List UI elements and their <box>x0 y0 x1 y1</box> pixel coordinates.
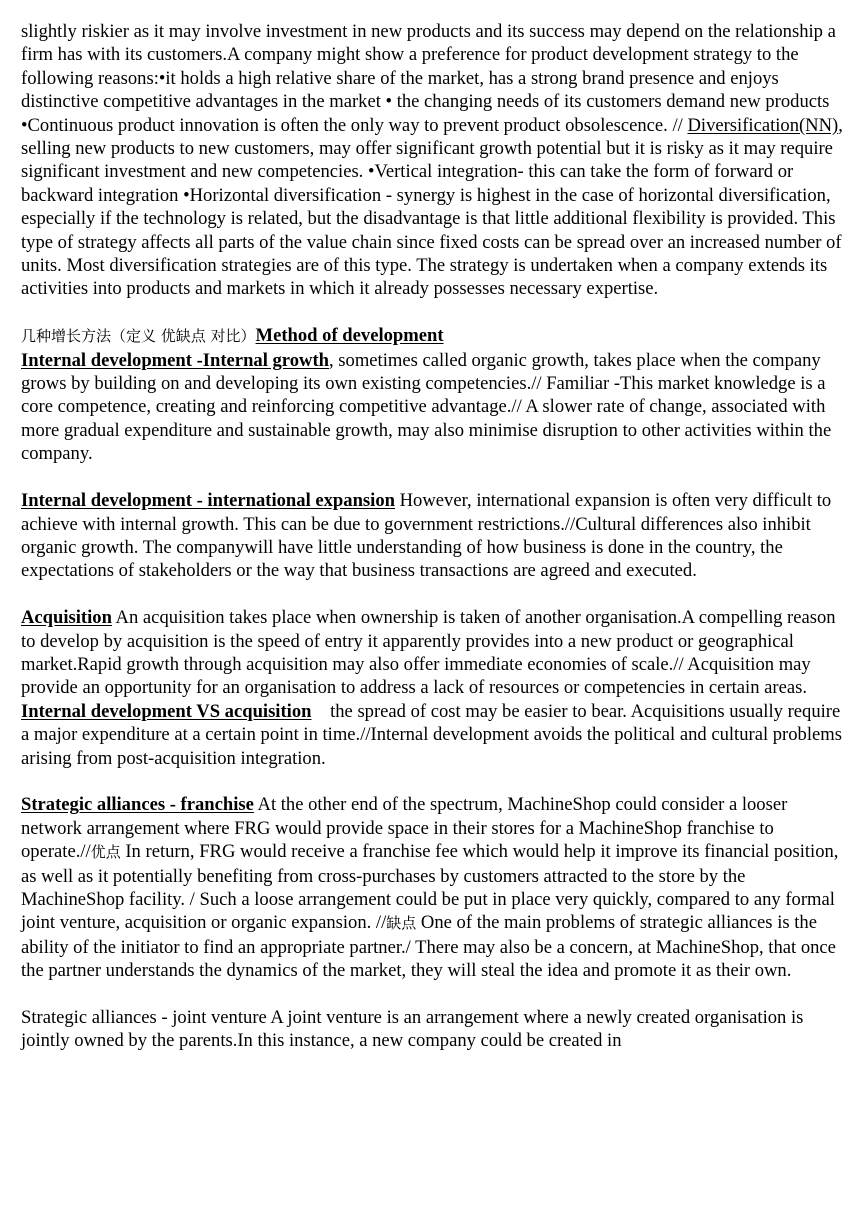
internal-growth-heading: Internal development -Internal growth <box>21 349 329 371</box>
document-page <box>21 20 847 1053</box>
acquisition-paragraph <box>21 606 843 700</box>
text-run: , selling new products to new customers, may offer significant growth potential but it is risky as it may require significant investment and new competencies. •Vertical integration- this can take the form of forward or backward integration •Horizontal diversification - synergy is highest in the case of horizontal diversification, especially if the technology is related, but the disadvantage is that little additional flexibility is provided. This type of strategy affects all parts of the value chain since fixed costs can be spread over an increased number of units. Most diversification strategies are of this type. The strategy is undertaken when a company extends its activities into products and markets in which it already possesses necessary expertise. <box>21 114 843 300</box>
advantages-note: 优点 <box>90 843 121 862</box>
diversification-term: Diversification(NN) <box>687 114 839 136</box>
paragraph-spacer <box>21 983 843 1006</box>
internal-growth-paragraph <box>21 349 843 466</box>
paragraph-spacer <box>21 301 843 324</box>
international-expansion-heading: Internal development - international expansion <box>21 490 395 512</box>
disadvantages-note: 缺点 <box>386 914 417 933</box>
text-run: , sometimes called organic growth, takes place when the company grows by building on and developing its own existing competencies.// Familiar -This market knowledge is a core competence, creating and reinforcing competitive advantage.// A slower rate of change, associated with more gradual expenditure and sustainable growth, may also minimise disruption to other activities within the company. <box>21 349 832 465</box>
joint-venture-paragraph <box>21 1006 843 1053</box>
section-heading <box>21 324 843 348</box>
comparison-heading: Internal development VS acquisition <box>21 700 312 722</box>
text-run: In return, FRG would receive a franchise fee which would help it improve its financial position, as well as it potentially benefiting from cross-purchases by customers attracted to the store by the MachineShop facility. / Such a loose arrangement could be put in place very quickly, compared to any formal joint venture, acquisition or organic expansion. // <box>21 841 839 934</box>
acquisition-heading: Acquisition <box>21 607 112 629</box>
diversification-paragraph <box>21 20 843 301</box>
text-run: the spread of cost may be easier to bear. Acquisitions usually require a major expenditure at a certain point in time.//Internal development avoids the political and cultural problems arising from post-acquisition integration. <box>21 700 847 769</box>
franchise-paragraph <box>21 793 843 982</box>
international-expansion-paragraph <box>21 489 843 583</box>
text-run: At the other end of the spectrum, MachineShop could consider a looser network arrangement where FRG would provide space in their stores for a MachineShop franchise to operate.// <box>21 794 788 863</box>
franchise-heading: Strategic alliances - franchise <box>21 794 254 816</box>
text-run: slightly riskier as it may involve investment in new products and its success may depend on the relationship a firm has with its customers.A company might show a preference for product development strategy to the following reasons:•it holds a high relative share of the market, has a strong brand presence and enjoys distinctive competitive advantages in the market • the changing needs of its customers demand new products •Continuous product innovation is often the only way to prevent product obsolescence. // <box>21 21 836 136</box>
text-run: However, international expansion is often very difficult to achieve with internal growth. This can be due to government restrictions.//Cultural differences also inhibit organic growth. The companywill have little understanding of how business is done in the country, the expectations of stakeholders or the way that business transactions are agreed and executed. <box>21 490 832 582</box>
paragraph-spacer <box>21 583 843 606</box>
section-title: Method of development <box>255 325 444 347</box>
paragraph-spacer <box>21 770 843 793</box>
paragraph-spacer <box>21 466 843 489</box>
text-run: One of the main problems of strategic alliances is the ability of the initiator to find an appropriate partner./ There may also be a concern, at MachineShop, that once the partner understands the dynamics of the market, they will steal the idea and promote it as their own. <box>21 912 836 982</box>
comparison-paragraph <box>21 700 847 770</box>
chinese-note: 几种增长方法（定义 优缺点 对比） <box>21 327 256 346</box>
text-run: An acquisition takes place when ownership is taken of another organisation.A compelling reason to develop by acquisition is the speed of entry it apparently provides into a new product or geographical market.Rapid growth through acquisition may also offer immediate economies of scale.// Acquisition may provide an opportunity for an organisation to address a lack of resources or competencies in certain areas. <box>21 607 836 699</box>
text-run: Strategic alliances - joint venture A joint venture is an arrangement where a newly created organisation is jointly owned by the parents.In this instance, a new company could be created in <box>21 1006 804 1052</box>
